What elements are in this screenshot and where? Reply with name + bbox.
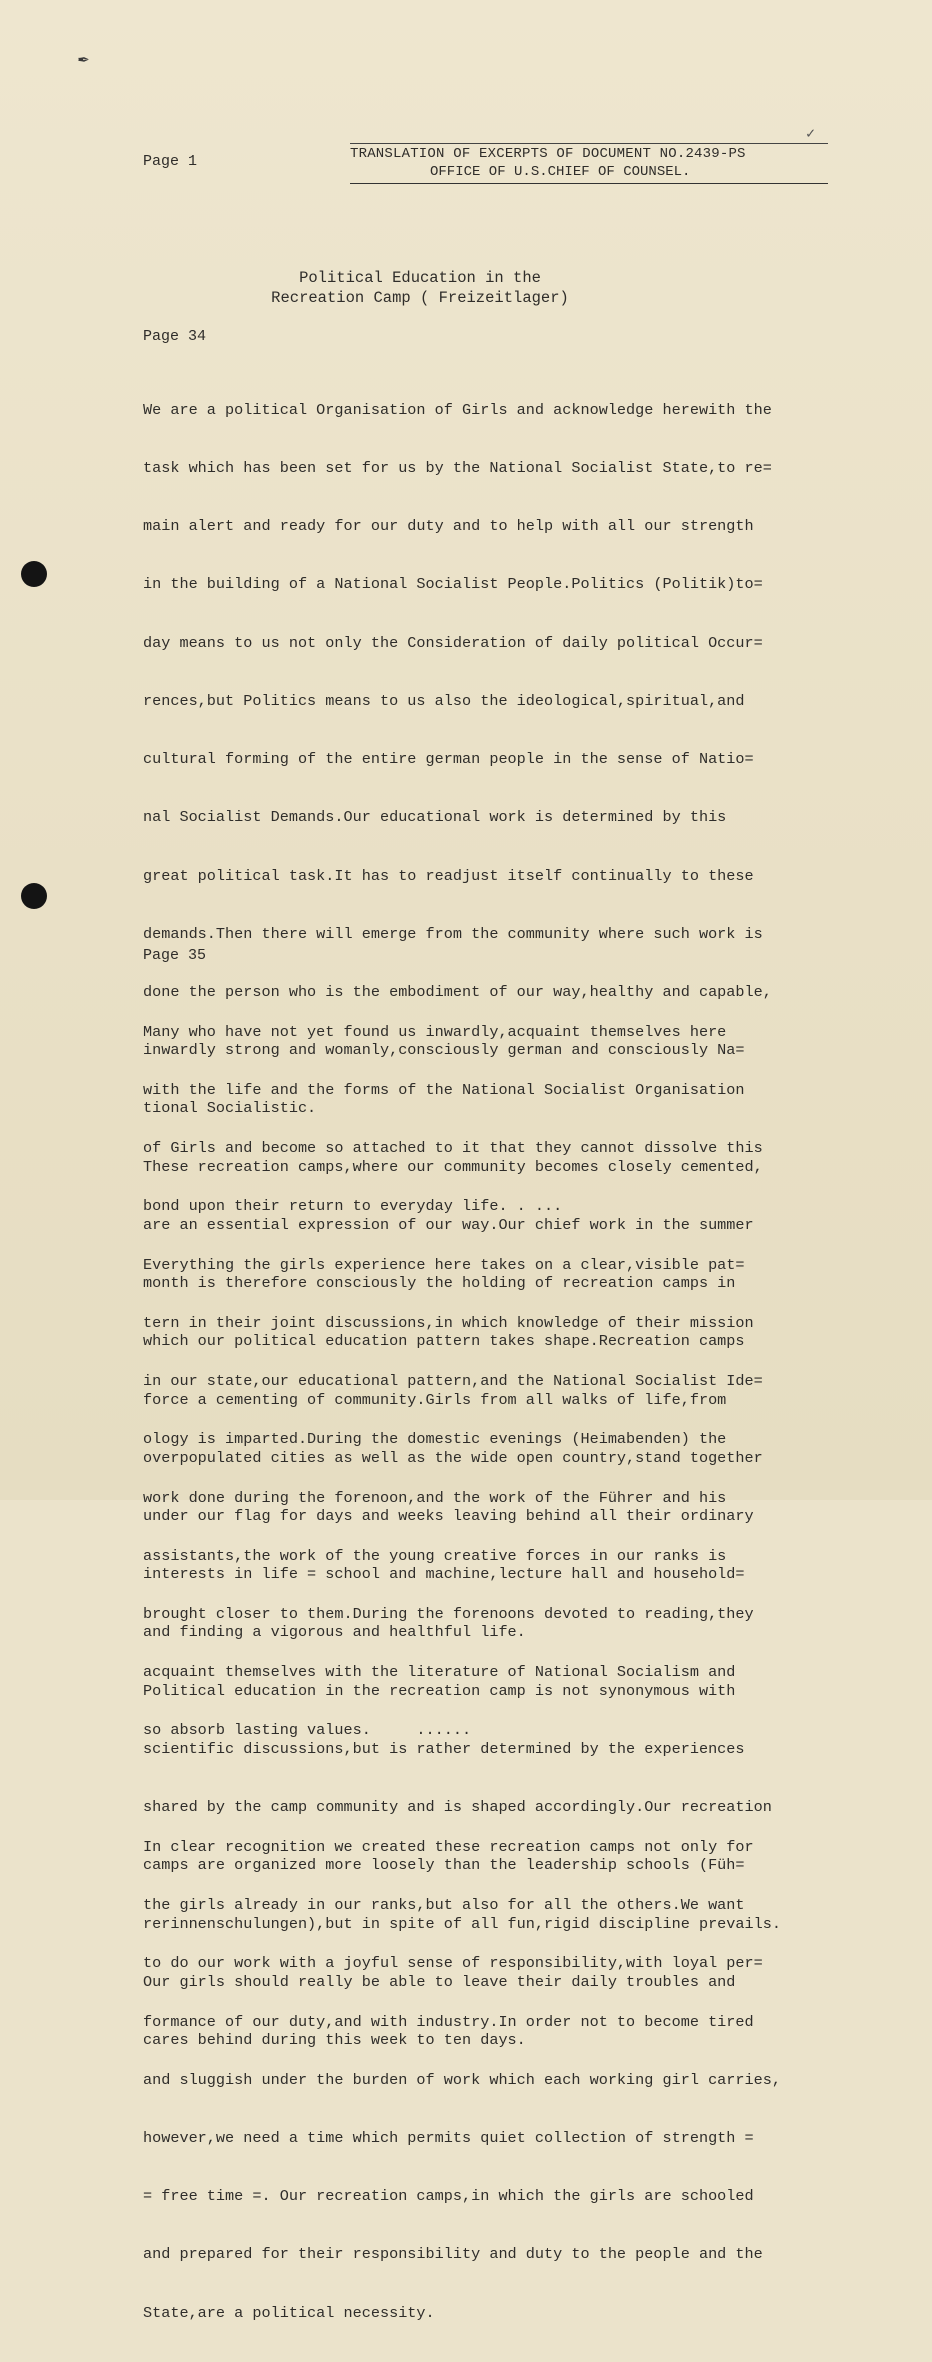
text-line: inwardly strong and womanly,consciously german and consciously Na= <box>143 1041 745 1060</box>
punch-hole-top <box>21 561 47 587</box>
text-line: which our political education pattern takes shape.Recreation camps <box>143 1332 745 1351</box>
document-header <box>350 143 828 184</box>
text-line: formance of our duty,and with industry.In order not to become tired <box>143 2012 754 2031</box>
text-line: tional Socialistic. <box>143 1099 317 1118</box>
text-line <box>143 1780 823 1799</box>
title-line-1: Political Education in the <box>299 269 541 287</box>
text-line: force a cementing of community.Girls from all walks of life,from <box>143 1390 727 1409</box>
header-translation-line: TRANSLATION OF EXCERPTS OF DOCUMENT NO.2439-PS <box>350 143 828 162</box>
text-line: shared by the camp community and is shaped accordingly.Our recreation <box>143 1798 772 1817</box>
text-line: nal Socialist Demands.Our educational work is determined by this <box>143 808 727 827</box>
pen-mark: ✒ <box>78 50 89 70</box>
check-mark-icon: ✓ <box>806 126 816 143</box>
header-office-line: OFFICE OF U.S.CHIEF OF COUNSEL. <box>350 164 828 184</box>
text-line: work done during the forenoon,and the work of the Führer and his <box>143 1488 727 1507</box>
text-line: so absorb lasting values. ...... <box>143 1721 472 1740</box>
text-line: done the person who is the embodiment of our way,healthy and capable, <box>143 983 772 1001</box>
text-line: in the building of a National Socialist People.Politics (Politik)to= <box>143 575 763 594</box>
text-line: rerinnenschulungen),but in spite of all fun,rigid discipline prevails. <box>143 1914 781 1933</box>
punch-hole-bottom <box>21 883 47 909</box>
text-line: ology is imparted.During the domestic evenings (Heimabenden) the <box>143 1430 727 1449</box>
text-line: These recreation camps,where our community becomes closely cemented, <box>143 1157 763 1176</box>
text-line: tern in their joint discussions,in which knowledge of their mission <box>143 1313 754 1332</box>
text-line: and sluggish under the burden of work which each working girl carries, <box>143 2070 781 2089</box>
text-line: task which has been set for us by the National Socialist State,to re= <box>143 459 772 478</box>
text-line: Everything the girls experience here takes on a clear,visible pat= <box>143 1255 745 1274</box>
text-line: camps are organized more loosely than the leadership schools (Füh= <box>143 1856 745 1875</box>
text-line: under our flag for days and weeks leaving behind all their ordinary <box>143 1506 754 1525</box>
text-line: interests in life = school and machine,lecture hall and household= <box>143 1565 745 1584</box>
document-title <box>230 268 610 308</box>
text-line: In clear recognition we created these recreation camps not only for <box>143 1837 754 1856</box>
text-line: cares behind during this week to ten days. <box>143 2030 526 2049</box>
text-line: main alert and ready for our duty and to help with all our strength <box>143 517 754 536</box>
text-line: brought closer to them.During the forenoons devoted to reading,they <box>143 1605 754 1623</box>
text-line: in our state,our educational pattern,and the National Socialist Ide= <box>143 1372 763 1391</box>
text-line: to do our work with a joyful sense of responsibility,with loyal per= <box>143 1954 763 1973</box>
section-page-35-body <box>143 984 823 2362</box>
text-line: overpopulated cities as well as the wide open country,stand together <box>143 1448 763 1467</box>
text-line: of Girls and become so attached to it that they cannot dissolve this <box>143 1139 763 1158</box>
text-line: Political education in the recreation camp is not synonymous with <box>143 1681 736 1700</box>
text-line: = free time =. Our recreation camps,in which the girls are schooled <box>143 2187 754 2206</box>
text-line: and prepared for their responsibility and duty to the people and the <box>143 2245 763 2264</box>
text-line: great political task.It has to readjust itself continually to these <box>143 866 754 885</box>
text-line: the girls already in our ranks,but also for all the others.We want <box>143 1896 745 1915</box>
text-line: are an essential expression of our way.Our chief work in the summer <box>143 1215 754 1234</box>
text-line: scientific discussions,but is rather determined by the experiences <box>143 1739 745 1758</box>
text-line: with the life and the forms of the National Socialist Organisation <box>143 1081 745 1100</box>
text-line: Our girls should really be able to leave their daily troubles and <box>143 1972 736 1991</box>
text-line: We are a political Organisation of Girls and acknowledge herewith the <box>143 400 772 419</box>
text-line: and finding a vigorous and healthful life. <box>143 1623 526 1642</box>
page-number: Page 1 <box>143 153 198 170</box>
text-line: acquaint themselves with the literature of National Socialism and <box>143 1663 736 1682</box>
text-line: State,are a political necessity. <box>143 2303 435 2322</box>
section-page-35-label: Page 35 <box>143 947 207 964</box>
text-line: demands.Then there will emerge from the community where such work is <box>143 924 763 943</box>
section-page-34-label: Page 34 <box>143 328 207 345</box>
text-line: assistants,the work of the young creative forces in our ranks is <box>143 1546 727 1565</box>
text-line: Many who have not yet found us inwardly,acquaint themselves here <box>143 1022 727 1041</box>
text-line: rences,but Politics means to us also the ideological,spiritual,and <box>143 691 745 710</box>
text-line: month is therefore consciously the holding of recreation camps in <box>143 1274 736 1293</box>
text-line: cultural forming of the entire german people in the sense of Natio= <box>143 750 754 769</box>
text-line: however,we need a time which permits quiet collection of strength = <box>143 2128 754 2147</box>
text-line: bond upon their return to everyday life. . ... <box>143 1197 563 1216</box>
title-line-2: Recreation Camp ( Freizeitlager) <box>271 289 569 307</box>
text-line: day means to us not only the Consideration of daily political Occur= <box>143 633 763 652</box>
